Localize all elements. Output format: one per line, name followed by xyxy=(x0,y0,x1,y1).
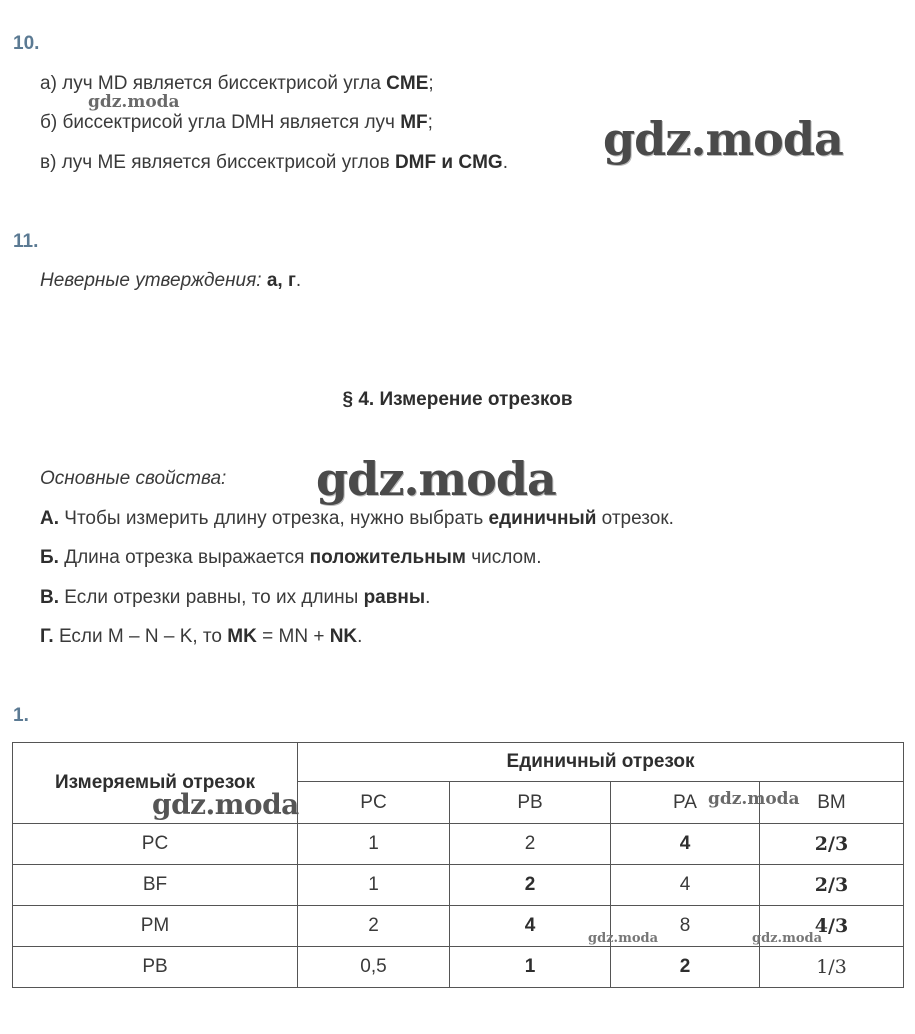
task-10-line-b: б) биссектрисой угла DMH является луч MF; xyxy=(40,112,433,133)
table-cell: 4 xyxy=(450,906,611,947)
watermark-logo: gdz.moda xyxy=(603,112,843,166)
task-11-answer: Неверные утверждения: а, г. xyxy=(40,270,302,291)
table-cell: 4 xyxy=(611,865,760,906)
property-v: В. Если отрезки равны, то их длины равны. xyxy=(40,587,431,608)
table-cell: 2 xyxy=(450,824,611,865)
table-cell: 4/3 xyxy=(760,906,904,947)
watermark-logo: gdz.moda xyxy=(708,789,800,809)
table-cell: 2 xyxy=(450,865,611,906)
table-row xyxy=(13,947,904,988)
table-row xyxy=(13,824,904,865)
table-cell: 1 xyxy=(450,947,611,988)
watermark-logo: gdz.moda xyxy=(588,931,659,946)
property-g: Г. Если M – N – K, то MK = MN + NK. xyxy=(40,626,363,647)
watermark-logo: gdz.moda xyxy=(316,452,556,506)
row-label: BF xyxy=(13,865,298,906)
column-header: PB xyxy=(450,782,611,824)
property-a: А. Чтобы измерить длину отрезка, нужно выбрать единичный отрезок. xyxy=(40,508,674,529)
table-cell: 4 xyxy=(611,824,760,865)
row-label: PC xyxy=(13,824,298,865)
row-header: Измеряемый отрезок xyxy=(13,743,298,824)
watermark-logo: gdz.moda xyxy=(152,788,299,821)
table-cell: 0,5 xyxy=(298,947,450,988)
column-header: PC xyxy=(298,782,450,824)
watermark-logo: gdz.moda xyxy=(88,92,180,112)
task-11-number: 11. xyxy=(13,231,39,252)
table-cell: 1 xyxy=(298,824,450,865)
column-header: BM xyxy=(760,782,904,824)
section-title: § 4. Измерение отрезков xyxy=(342,389,573,410)
table-cell: 8 xyxy=(611,906,760,947)
column-group-header: Единичный отрезок xyxy=(298,743,904,782)
task-1-number: 1. xyxy=(13,705,29,726)
column-header: PA xyxy=(611,782,760,824)
table-cell: 2/3 xyxy=(760,865,904,906)
task-10-line-c: в) луч ME является биссектрисой углов DMF и CMG. xyxy=(40,152,508,173)
row-label: PM xyxy=(13,906,298,947)
table-cell: 1 xyxy=(298,865,450,906)
property-b: Б. Длина отрезка выражается положительным числом. xyxy=(40,547,542,568)
task-10-line-a: а) луч MD является биссектрисой угла CME; xyxy=(40,73,434,94)
table-cell: 2 xyxy=(298,906,450,947)
watermark-logo: gdz.moda xyxy=(752,931,823,946)
measurement-table xyxy=(12,742,904,988)
table-cell: 2 xyxy=(611,947,760,988)
table-cell: 1/3 xyxy=(760,947,904,988)
row-label: PB xyxy=(13,947,298,988)
table-cell: 2/3 xyxy=(760,824,904,865)
task-10-number: 10. xyxy=(13,33,40,54)
section-intro: Основные свойства: xyxy=(40,468,227,489)
table-row xyxy=(13,865,904,906)
